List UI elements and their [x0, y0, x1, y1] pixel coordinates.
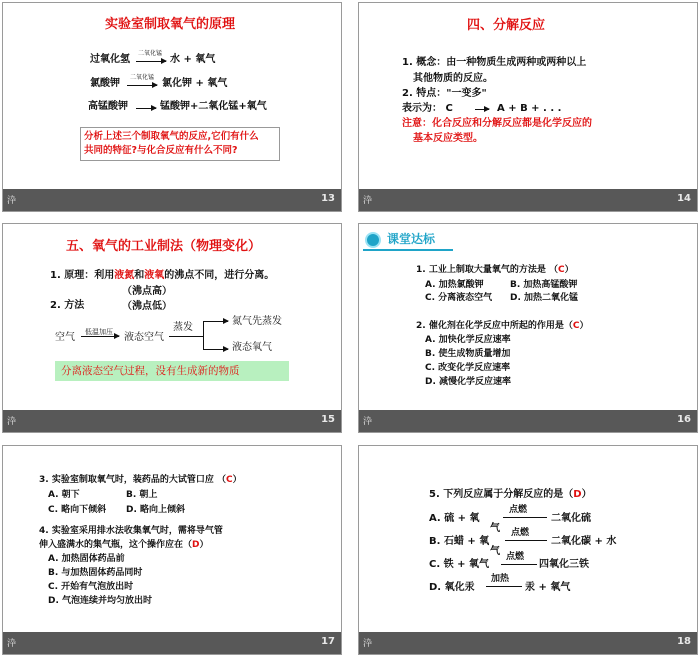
option-a-stack: 气 — [490, 523, 500, 534]
reactant-2: 氯酸钾 — [90, 78, 120, 89]
feature-line: 2. 特点："一变多" — [402, 88, 487, 99]
q2-option-b: B. 使生成物质量增加 — [425, 349, 511, 359]
q4-option-a: A. 加热固体药品前 — [48, 554, 125, 564]
principle-prefix: 1. 原理：利用 — [50, 270, 115, 281]
conclusion-text: 分离液态空气过程，没有生成新的物质 — [61, 365, 240, 377]
question-3 — [39, 474, 242, 486]
question-2-text: 2. 催化剂在化学反应中所起的作用是（ — [416, 321, 573, 331]
q1-option-b: B. 加热高锰酸钾 — [510, 280, 578, 290]
question-3-answer: C — [225, 475, 233, 485]
note-line-1: 注意：化合反应和分解反应都是化学反应的 — [402, 118, 592, 129]
liquid-air-label: 液态空气 — [124, 332, 164, 343]
question-5 — [429, 489, 592, 501]
boiling-point-high: （沸点高） — [122, 286, 172, 297]
question-4-answer: D — [192, 540, 200, 550]
liquid-oxygen: 液氧 — [144, 270, 165, 281]
expression-arrow — [475, 109, 489, 110]
note-line-2: 基本反应类型。 — [413, 133, 483, 144]
section-badge — [363, 231, 453, 251]
slide-14[interactable] — [358, 2, 698, 212]
q4-option-d: D. 气泡连续并均匀放出时 — [48, 596, 153, 606]
slide-title: 实验室制取氧气的原理 — [105, 17, 236, 32]
option-b-left: B. 石蜡 + 氧 — [429, 536, 490, 547]
footer-mark: 㳃 — [363, 196, 373, 206]
option-a-line — [503, 517, 547, 518]
expression-left: 表示为： C — [402, 103, 453, 114]
question-4-line-2 — [39, 539, 209, 551]
slide-footer — [359, 632, 697, 654]
condition-2: 二氧化锰 — [130, 74, 155, 81]
condition-cool-pressurize: 低温加压 — [85, 328, 113, 336]
option-a-right: 二氧化硫 — [551, 513, 591, 524]
option-c-line — [501, 564, 537, 565]
slide-15[interactable] — [2, 223, 342, 433]
output-nitrogen: 氮气先蒸发 — [232, 316, 282, 327]
page-number: 13 — [321, 193, 335, 204]
page-number: 17 — [321, 636, 335, 647]
slide-footer — [359, 410, 697, 432]
q2-option-c: C. 改变化学反应速率 — [425, 363, 511, 373]
slide-footer — [3, 189, 341, 211]
question-2-answer: C — [572, 321, 580, 331]
branch-line — [203, 321, 204, 349]
question-5-close: ） — [581, 489, 592, 500]
question-1 — [416, 264, 574, 276]
badge-label: 课堂达标 — [387, 232, 436, 246]
question-3-text: 3. 实验室制取氧气时，装药品的大试管口应 （ — [39, 475, 226, 485]
reactant-3: 高锰酸钾 — [88, 101, 128, 112]
badge-circle-icon — [365, 232, 381, 248]
slide-18[interactable] — [358, 445, 698, 655]
slide-footer — [359, 189, 697, 211]
option-c-condition: 点燃 — [506, 552, 525, 562]
expression-right: A + B + . . . — [497, 103, 562, 114]
slide-footer — [3, 410, 341, 432]
option-c-right: 四氧化三铁 — [539, 559, 589, 570]
question-2 — [416, 320, 588, 332]
q2-option-a: A. 加快化学反应速率 — [425, 335, 511, 345]
process-line — [169, 336, 203, 337]
reaction-arrow-3 — [136, 108, 156, 109]
option-b-right: 二氧化碳 + 水 — [551, 536, 617, 547]
principle-line — [50, 270, 274, 282]
q3-option-d: D. 略向上倾斜 — [126, 505, 186, 515]
page-number: 15 — [321, 414, 335, 425]
q1-option-c: C. 分离液态空气 — [425, 293, 493, 303]
option-b-stack: 气 — [490, 546, 500, 557]
slide-16[interactable] — [358, 223, 698, 433]
option-a-left: A. 硫 + 氧 — [429, 513, 480, 524]
air-label: 空气 — [55, 332, 75, 343]
definition-line-1: 1. 概念：由一种物质生成两种或两种以上 — [402, 57, 587, 68]
option-d-line — [486, 586, 522, 587]
question-2-close: ） — [579, 321, 589, 331]
question-3-close: ） — [232, 475, 242, 485]
slide-title: 四、分解反应 — [467, 18, 546, 33]
question-line-2: 共同的特征?与化合反应有什么不同? — [84, 145, 238, 156]
liquid-nitrogen: 液氮 — [114, 270, 135, 281]
option-b-line — [505, 540, 547, 541]
question-1-answer: C — [557, 265, 565, 275]
branch-arrow-top — [203, 321, 228, 322]
boiling-point-low: （沸点低） — [122, 301, 172, 312]
option-d-condition: 加热 — [491, 574, 510, 584]
option-b-condition: 点燃 — [511, 528, 530, 538]
branch-arrow-bottom — [203, 349, 228, 350]
footer-mark: 㳃 — [363, 417, 373, 427]
option-d-left: D. 氧化汞 — [429, 582, 475, 593]
method-label: 2. 方法 — [50, 300, 85, 311]
option-c-left: C. 铁 + 氧气 — [429, 559, 489, 570]
footer-mark: 㳃 — [7, 196, 17, 206]
q1-option-d: D. 加热二氧化锰 — [510, 293, 579, 303]
condition-1: 二氧化锰 — [138, 50, 163, 57]
q3-option-c: C. 略向下倾斜 — [48, 505, 107, 515]
principle-suffix: 的沸点不同，进行分离。 — [164, 270, 275, 281]
page-number: 18 — [677, 636, 691, 647]
question-5-answer: D — [573, 489, 582, 500]
q1-option-a: A. 加热氯酸钾 — [425, 280, 484, 290]
slide-title: 五、氧气的工业制法（物理变化） — [66, 239, 262, 254]
conclusion-banner — [55, 361, 289, 381]
option-a-condition: 点燃 — [509, 505, 528, 515]
product-1: 水 + 氧气 — [170, 54, 216, 65]
slide-13[interactable] — [2, 2, 342, 212]
condition-evaporate: 蒸发 — [173, 322, 193, 333]
slide-footer — [3, 632, 341, 654]
q2-option-d: D. 减慢化学反应速率 — [425, 377, 512, 387]
output-liquid-oxygen: 液态氧气 — [232, 342, 272, 353]
q3-option-a: A. 朝下 — [48, 490, 80, 500]
q3-option-b: B. 朝上 — [126, 490, 158, 500]
footer-mark: 㳃 — [7, 417, 17, 427]
process-arrow-1 — [81, 336, 119, 337]
reaction-arrow-1 — [136, 61, 166, 62]
option-d-right: 汞 + 氧气 — [525, 582, 571, 593]
reaction-arrow-2 — [127, 85, 157, 86]
principle-and: 和 — [134, 270, 145, 281]
question-1-text: 1. 工业上制取大量氧气的方法是 （ — [416, 265, 558, 275]
footer-mark: 㳃 — [363, 639, 373, 649]
reactant-1: 过氧化氢 — [90, 54, 130, 65]
page-number: 14 — [677, 193, 691, 204]
q4-option-b: B. 与加热固体药品同时 — [48, 568, 143, 578]
question-line-1: 分析上述三个制取氧气的反应,它们有什么 — [84, 131, 259, 142]
product-2: 氯化钾 + 氧气 — [162, 78, 228, 89]
question-4-close: ） — [199, 540, 209, 550]
question-5-text: 5. 下列反应属于分解反应的是（ — [429, 489, 574, 500]
question-box — [80, 127, 280, 161]
question-4-text: 伸入盛满水的集气瓶，这个操作应在（ — [39, 540, 193, 550]
product-3: 锰酸钾+二氧化锰+氧气 — [160, 101, 267, 112]
question-1-close: ） — [564, 265, 574, 275]
question-4-line-1: 4. 实验室采用排水法收集氧气时，需将导气管 — [39, 526, 223, 536]
footer-mark: 㳃 — [7, 639, 17, 649]
page-number: 16 — [677, 414, 691, 425]
slide-17[interactable] — [2, 445, 342, 655]
definition-line-2: 其他物质的反应。 — [413, 73, 493, 84]
q4-option-c: C. 开始有气泡放出时 — [48, 582, 134, 592]
